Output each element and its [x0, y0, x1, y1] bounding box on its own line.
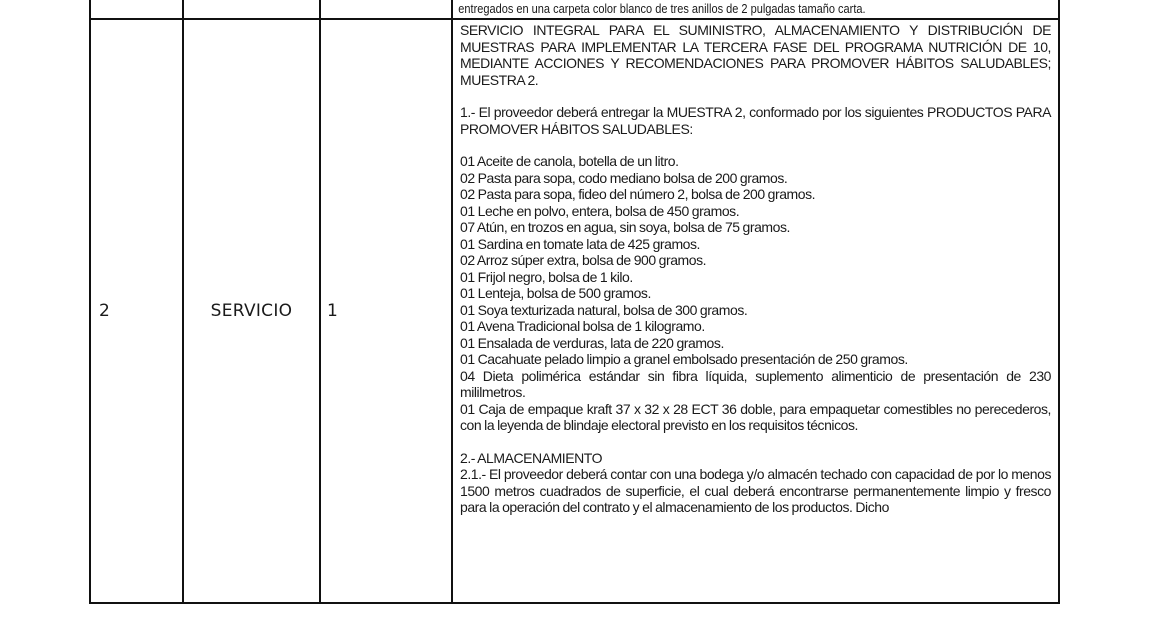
previous-table-row — [90, 0, 1059, 19]
product-item: 01 Sardina en tomate lata de 425 gramos. — [460, 235, 701, 252]
product-item: 01 Lenteja, bolsa de 500 gramos. — [460, 285, 651, 301]
previous-row-text: entregados en una carpeta color blanco de tres anillos de 2 pulgadas tamaño carta. — [458, 3, 866, 16]
section2-text: 2.1.- El proveedor deberá contar con una bodega y/o almacén techado con capacidad de por lo menos 1500 metros cuadrados de superficie, el cual deberá encontrarse permanentemente limpio y fresco para la operación del contrato y el almacenamiento de los productos. Dicho — [460, 466, 1051, 515]
product-item-box: 01 Caja de empaque kraft 37 x 32 x 28 ECT 36 doble, para empaquetar comestibles no perecederos, con la leyenda de blindaje electoral previsto en los requisitos técnicos. — [460, 400, 1051, 433]
product-item: 07 Atún, en trozos en agua, sin soya, bolsa de 75 gramos. — [460, 219, 790, 235]
table-row — [90, 19, 1059, 603]
row-type-cell — [183, 19, 320, 603]
product-item: 01 Leche en polvo, entera, bolsa de 450 gramos. — [460, 202, 740, 219]
requirements-table — [89, 0, 1060, 604]
prev-cell-type — [183, 0, 320, 19]
row-number: 2 — [99, 301, 110, 321]
description-text — [453, 20, 1058, 516]
description-title: SERVICIO INTEGRAL PARA EL SUMINISTRO, ALMACENAMIENTO Y DISTRIBUCIÓN DE MUESTRAS PARA IMPLEMENTAR LA TERCERA FASE DEL PROGRAMA NUTRICIÓN DE 10, MEDIANTE ACCIONES Y RECOMENDACIONES PARA PROMOVER HÁBITOS SALUDABLES; MUESTRA 2. — [460, 22, 1051, 88]
prev-cell-number — [90, 0, 183, 19]
product-item: 01 Soya texturizada natural, bolsa de 300 gramos. — [460, 301, 748, 318]
product-item: 01 Ensalada de verduras, lata de 220 gramos. — [460, 334, 724, 351]
product-item: 01 Frijol negro, bolsa de 1 kilo. — [460, 268, 633, 285]
row-type: SERVICIO — [210, 301, 293, 321]
row-number-cell — [90, 19, 183, 603]
product-item-diet: 04 Dieta polimérica estándar sin fibra líquida, suplemento alimenticio de presentación de 230 mililmetros. — [460, 367, 1051, 400]
product-item: 01 Cacahuate pelado limpio a granel embolsado presentación de 250 gramos. — [460, 351, 908, 367]
prev-cell-description — [452, 0, 1059, 19]
row-description-cell — [452, 19, 1059, 603]
product-item: 01 Aceite de canola, botella de un litro. — [460, 153, 679, 169]
product-item: 01 Avena Tradicional bolsa de 1 kilogramo. — [460, 318, 705, 334]
section1-intro: 1.- El proveedor deberá entregar la MUESTRA 2, conformado por los siguientes PRODUCTOS PARA PROMOVER HÁBITOS SALUDABLES: — [460, 104, 1051, 137]
product-item: 02 Pasta para sopa, codo mediano bolsa de 200 gramos. — [460, 169, 788, 186]
prev-cell-quantity — [320, 0, 452, 19]
row-quantity: 1 — [327, 301, 338, 321]
product-item: 02 Arroz súper extra, bolsa de 900 gramos. — [460, 252, 707, 268]
row-quantity-cell — [320, 19, 452, 603]
product-item: 02 Pasta para sopa, fideo del número 2, bolsa de 200 gramos. — [460, 186, 816, 202]
section2-heading: 2.- ALMACENAMIENTO — [460, 449, 603, 466]
